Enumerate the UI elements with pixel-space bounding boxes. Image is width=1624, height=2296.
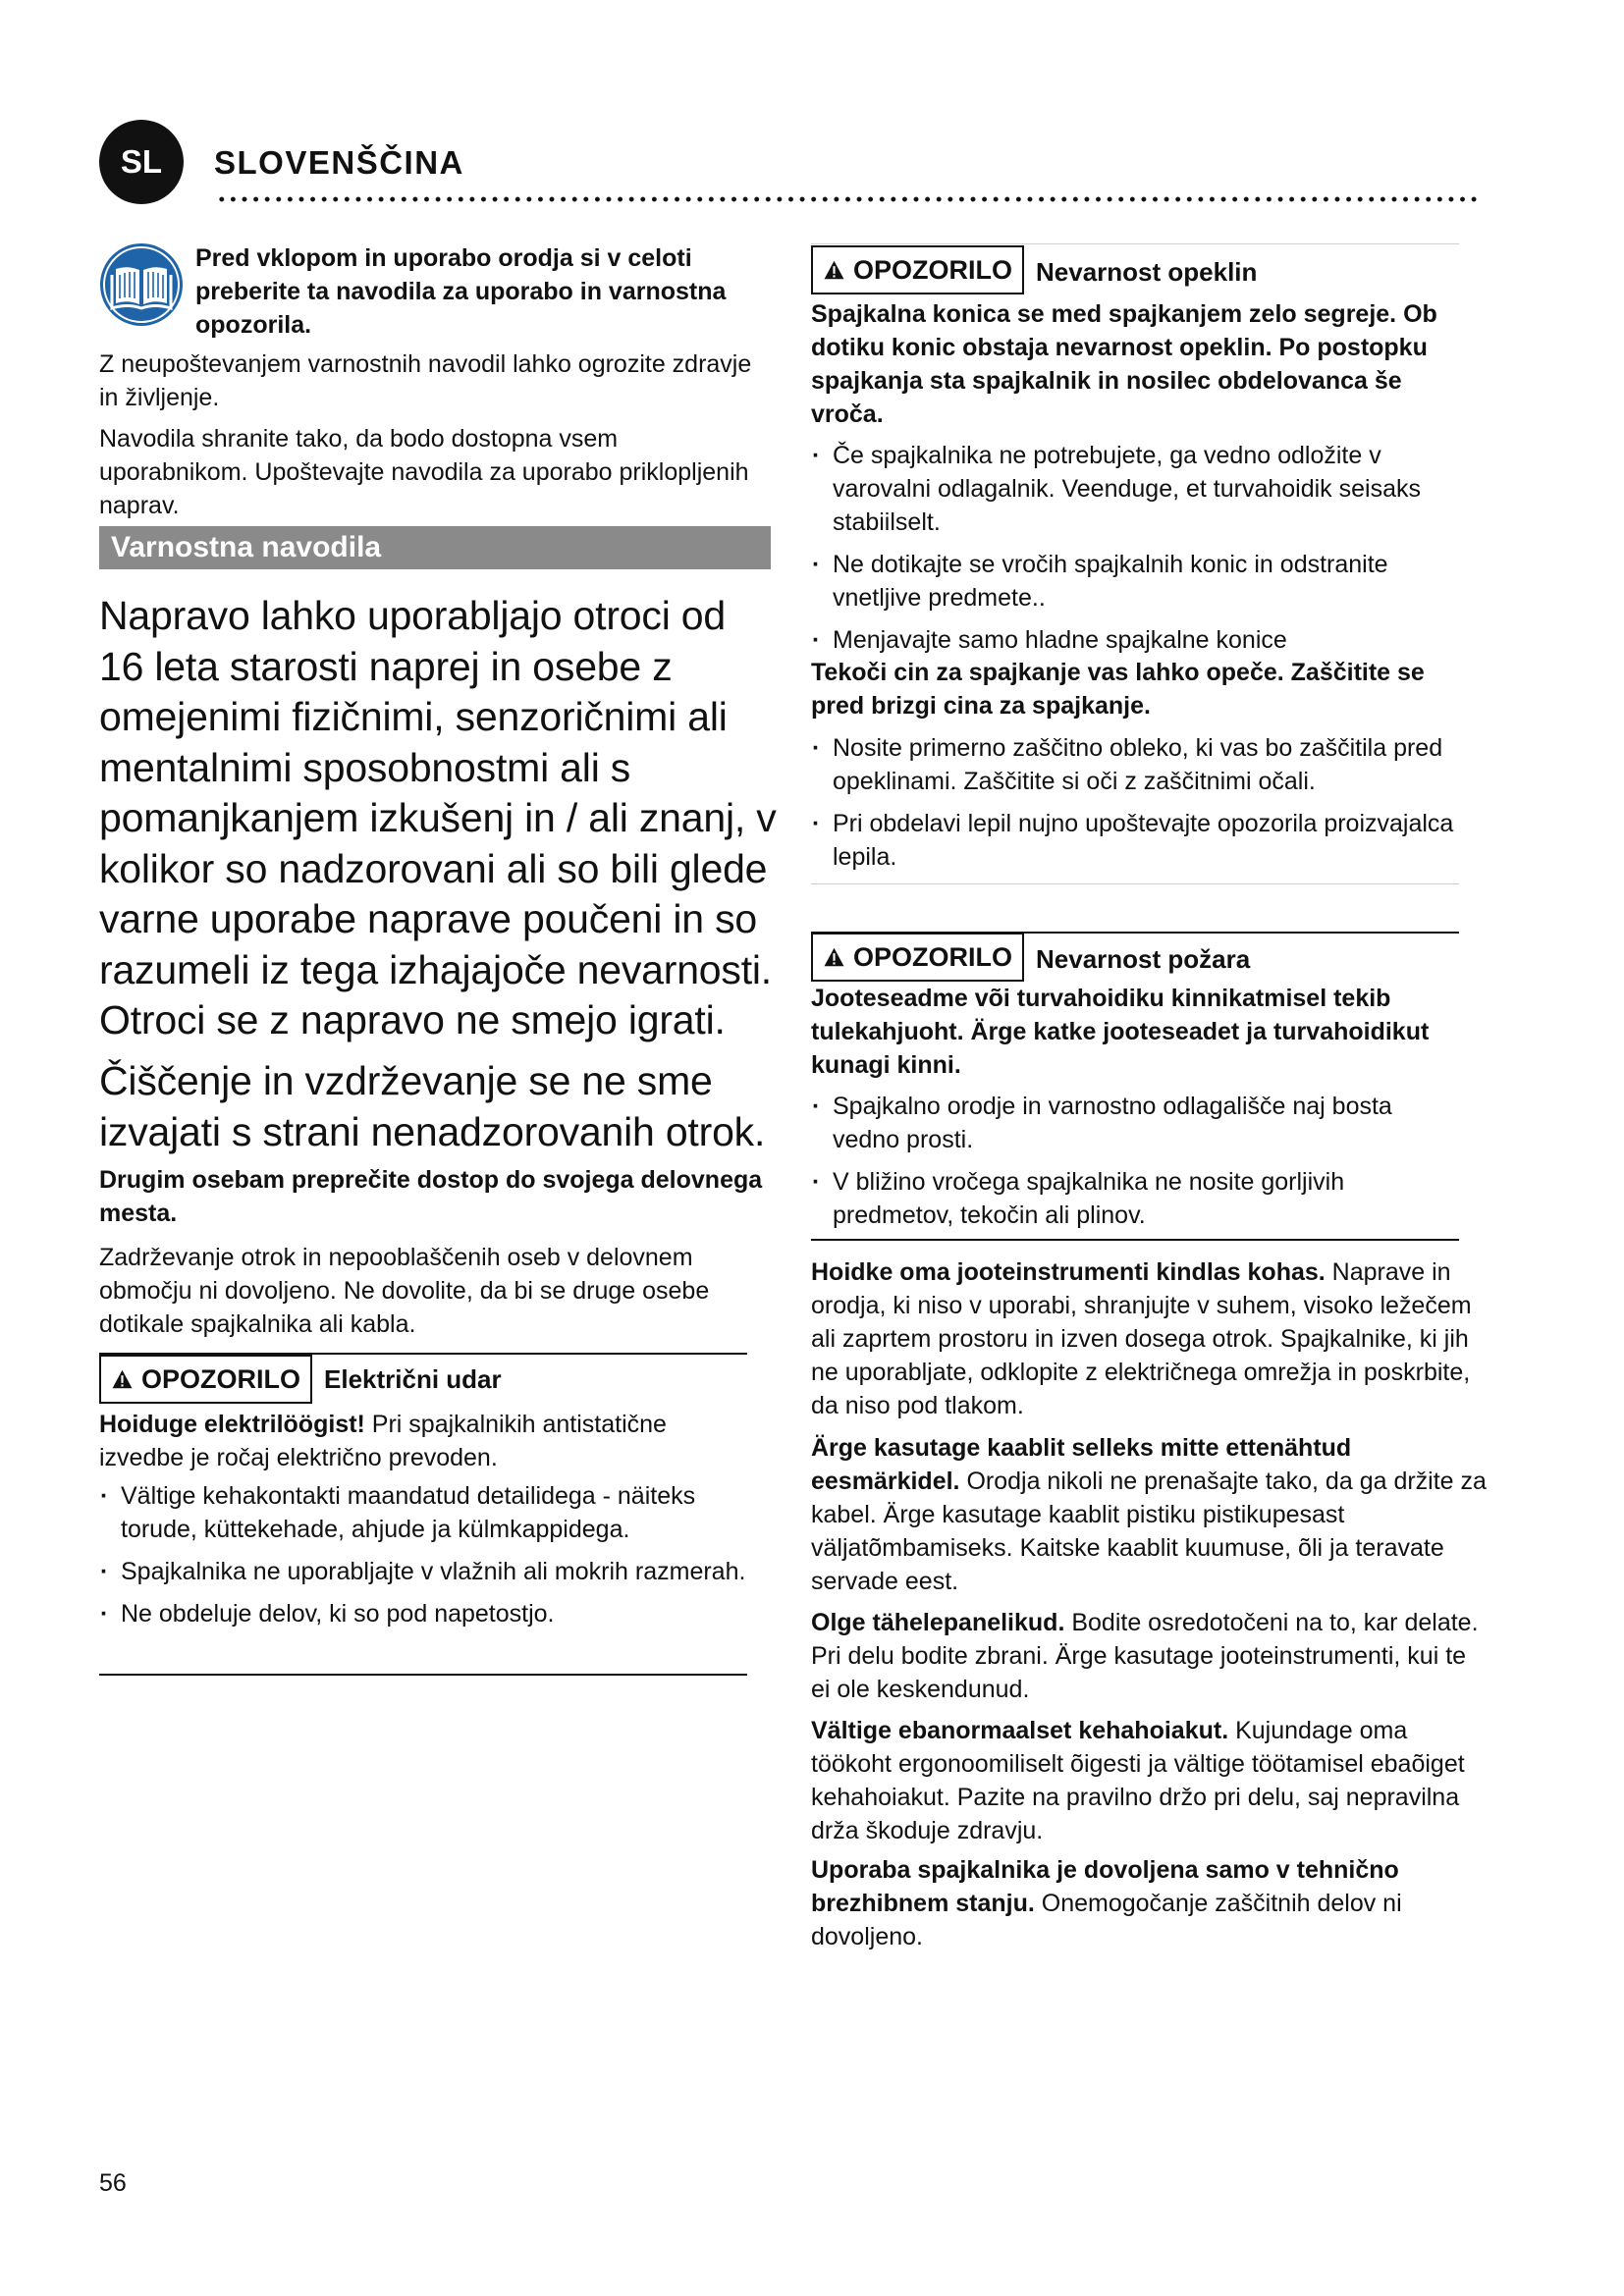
warning-electric-bottom-rule (99, 1674, 747, 1676)
list-item: · Ne obdeluje delov, ki so pod napetostjo. (99, 1597, 747, 1630)
warning-fire-list (811, 1090, 1459, 1241)
warning-burn-list-1 (811, 439, 1459, 666)
tip-cable-bold: Ärge kasutage kaablit selleks mitte ettenähtud eesmärkidel. (811, 1434, 1352, 1495)
manual-book-icon (98, 241, 185, 328)
warning-electric-list (99, 1479, 747, 1639)
workplace-access-text: Zadrževanje otrok in nepooblaščenih oseb v delovnem območju ni dovoljeno. Ne dovolite, da bi se druge osebe dotikale spajkalnika ali kabla. (99, 1244, 710, 1338)
page-number: 56 (99, 2169, 127, 2197)
intro-paragraph-2: Navodila shranite tako, da bodo dostopna vsem uporabnikom. Upoštevajte navodila za uporabo priklopljenih naprav. (99, 425, 749, 519)
language-code: SL (120, 143, 163, 180)
warning-triangle-icon (823, 256, 845, 284)
tip-posture (811, 1714, 1489, 1847)
warning-burn-list-2 (811, 731, 1459, 882)
intro-bold-notice: Pred vklopom in uporabo orodja si v celoti preberite ta navodila za uporabo in varnostna opozorila. (195, 244, 727, 339)
children-usage-text: Napravo lahko uporabljajo otroci od 16 leta starosti naprej in osebe z omejenimi fizičnimi, senzoričnimi ali mentalnimi sposobnostmi ali s pomanjkanjem izkušenj in / ali znanj, v kolikor so nadzorovani ali so bili glede varne uporabe naprave poučeni in so razumeli iz tega izhajajoče nevarnosti. Otroci se z napravo ne smejo igrati. (99, 593, 777, 1042)
tip-storage-text: Naprave in orodja, ki niso v uporabi, shranjujte v suhem, visoko ležečem ali zaprtem prostoru in izven dosega otrok. Spajkalnike, ki jih ne uporabljate, odklopite z električnega omrežja in poskrbite, da niso pod tlakom. (811, 1258, 1472, 1419)
list-item: · V bližino vročega spajkalnika ne nosite gorljivih predmetov, tekočin ali plinov. (811, 1165, 1459, 1232)
warning-fire-bold: Jooteseadme või turvahoidiku kinnikatmisel tekib tulekahjuoht. Ärge katke jooteseadet ja turvahoidikut kunagi kinni. (811, 985, 1430, 1079)
warning-burn-bold-2: Tekoči cin za spajkanje vas lahko opeče. Zaščitite se pred brizgi cina za spajkanje. (811, 659, 1425, 720)
tip-storage (811, 1255, 1489, 1422)
tip-condition-bold: Uporaba spajkalnika je dovoljena samo v tehnično brezhibnem stanju. (811, 1856, 1399, 1917)
warning-label: OPOZORILO (853, 941, 1012, 972)
language-badge (99, 120, 184, 204)
warning-label: OPOZORILO (141, 1363, 300, 1394)
warning-fire-title: Nevarnost požara (1036, 944, 1251, 974)
tip-posture-text: Kujundage oma töökoht ergonoomiliselt õigesti ja vältige töötamisel ebaõiget kehahoiakut. Pazite na pravilno držo pri delu, saj nepravilna drža škoduje zdravju. (811, 1717, 1465, 1844)
warning-electric-lead (99, 1408, 747, 1474)
tip-posture-bold: Vältige ebanormaalset kehahoiakut. (811, 1717, 1229, 1744)
warning-electric-lead-bold: Hoiduge elektrilöögist! (99, 1411, 365, 1438)
list-item: · Spajkalnika ne uporabljajte v vlažnih ali mokrih razmerah. (99, 1555, 747, 1588)
intro-paragraph-1: Z neupoštevanjem varnostnih navodil lahko ogrozite zdravje in življenje. (99, 350, 752, 411)
warning-fire-badge (811, 933, 1024, 982)
tip-storage-bold: Hoidke oma jooteinstrumenti kindlas kohas. (811, 1258, 1326, 1286)
warning-electric-lead-text: Pri spajkalnikih antistatične izvedbe je ročaj električno prevoden. (99, 1411, 667, 1471)
list-item: · Vältige kehakontakti maandatud detailidega - näiteks torude, küttekehade, ahjude ja külmkappidega. (99, 1479, 747, 1546)
page-title: SLOVENŠČINA (214, 144, 464, 181)
list-item: · Če spajkalnika ne potrebujete, ga vedno odložite v varovalni odlagalnik. Veenduge, et turvahoidik seisaks stabiilselt. (811, 439, 1459, 539)
warning-electric-badge (99, 1355, 312, 1404)
warning-electric-title: Električni udar (324, 1364, 502, 1394)
warning-triangle-icon (111, 1365, 134, 1393)
list-item: · Spajkalno orodje in varnostno odlagališče naj bosta vedno prosti. (811, 1090, 1459, 1156)
list-item: · Pri obdelavi lepil nujno upoštevajte opozorila proizvajalca lepila. (811, 807, 1459, 874)
tip-cable (811, 1431, 1489, 1598)
dotted-divider (216, 194, 1483, 204)
workplace-access-bold: Drugim osebam preprečite dostop do svojega delovnega mesta. (99, 1166, 763, 1227)
section-header: Varnostna navodila (99, 526, 771, 569)
warning-burn-bold-1: Spajkalna konica se med spajkanjem zelo segreje. Ob dotiku konic obstaja nevarnost opeklin. Po postopku spajkanja sta spajkalnik in nosilec obdelovanca še vroča. (811, 300, 1437, 428)
warning-fire-bottom-rule (811, 1239, 1459, 1241)
tip-attention (811, 1606, 1489, 1706)
list-item: · Ne dotikajte se vročih spajkalnih konic in odstranite vnetljive predmete.. (811, 548, 1459, 614)
warning-burn-title: Nevarnost opeklin (1036, 257, 1258, 287)
warning-burn-badge (811, 245, 1024, 294)
tip-cable-text: Orodja nikoli ne prenašajte tako, da ga držite za kabel. Ärge kasutage kaablit pistiku pistikupesast väljatõmbamiseks. Kaitske kaablit kuumuse, õli ja teravate servade eest. (811, 1468, 1487, 1595)
tip-condition (811, 1853, 1489, 1953)
tip-condition-text: Onemogočanje zaščitnih delov ni dovoljeno. (811, 1890, 1402, 1950)
warning-triangle-icon (823, 943, 845, 971)
tip-attention-bold: Olge tähelepanelikud. (811, 1609, 1065, 1636)
tip-attention-text: Bodite osredotočeni na to, kar delate. Pri delu bodite zbrani. Ärge kasutage jooteinstrumenti, kui te ei ole keskendunud. (811, 1609, 1479, 1703)
warning-burn-bottom-rule (811, 883, 1459, 884)
list-item: · Menjavajte samo hladne spajkalne konice (811, 623, 1459, 657)
list-item: · Nosite primerno zaščitno obleko, ki vas bo zaščitila pred opeklinami. Zaščitite si oči z zaščitnimi očali. (811, 731, 1459, 798)
warning-label: OPOZORILO (853, 254, 1012, 285)
warning-burn-top-rule (811, 243, 1459, 244)
cleaning-children-text: Čiščenje in vzdrževanje se ne sme izvajati s strani nenadzorovanih otrok. (99, 1058, 766, 1154)
